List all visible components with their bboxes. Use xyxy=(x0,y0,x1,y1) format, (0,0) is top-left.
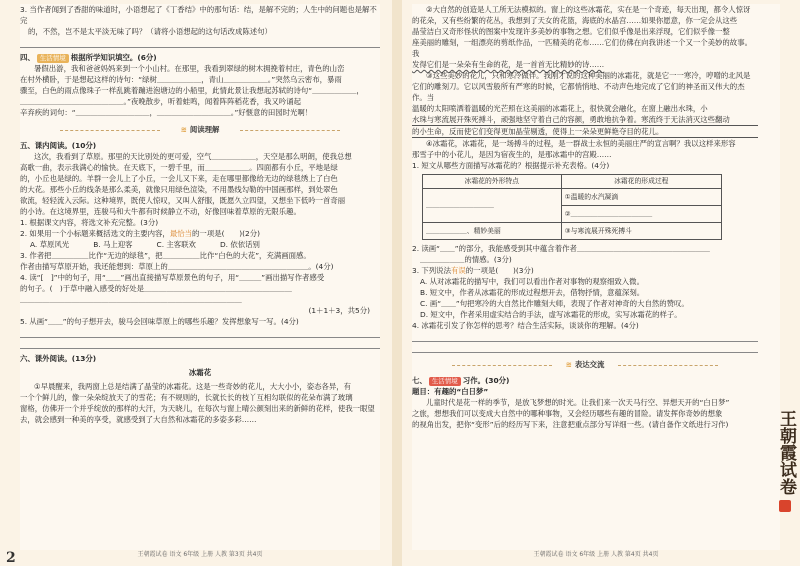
section7-heading xyxy=(412,375,758,386)
section7-num: 七、 xyxy=(412,376,427,385)
q3-option-c[interactable]: C. 画“＿＿”句把寒冷的大自然比作雕刻大师，表现了作者对神奇的大自然的赞叹。 xyxy=(420,299,689,308)
s5-text-2: 高歌一曲，表示我满心的愉快。在天底下，一碧千里，而＿＿＿＿＿＿。四面都有小丘，平地是绿 xyxy=(20,163,338,172)
left-page xyxy=(6,4,380,566)
table-header-1: 冰霜花的外形特点 xyxy=(423,175,562,189)
s5-text-4: 的大花。那些小丘的线条是那么柔美，就像只用绿色渲染，不用墨线勾勒的中国画那样，到处翠色 xyxy=(20,185,338,194)
section5-title: 五、课内阅读。(10分) xyxy=(20,141,97,150)
section7-tag: 生活情境 xyxy=(429,377,461,386)
brand-vertical-text: 王朝霞试卷 xyxy=(776,410,796,495)
q2a: 2. 读画“＿＿”的部分，我能感受到其中蕴含着作者＿＿＿＿＿＿＿＿＿＿＿＿＿＿＿＿＿＿ xyxy=(412,244,710,253)
answer-line[interactable] xyxy=(20,338,380,349)
right-footer: 王朝霞试卷 语文 6年级 上册 人教 第4页 共4页 xyxy=(533,551,659,558)
answer-line[interactable] xyxy=(412,331,758,342)
q3-option-b[interactable]: B. 短文中，作者从冰霜花的形成过程想开去，借物抒情，意蕴深刻。 xyxy=(420,288,645,297)
s4-text-3: 骤至，白色的雨点像珠子一样乱跳着蹦进泡塘边的小船里，此情此景让我想起苏轼的诗句“＿＿＿＿＿＿， xyxy=(20,86,364,95)
q3-c: 的一项是( )(3分) xyxy=(465,266,534,275)
banner-icon: ≋ xyxy=(565,360,572,369)
q3-option-a[interactable]: A. 从对冰霜花的描写中，我们可以看出作者对事物的观察细致入微。 xyxy=(420,277,644,286)
table-cell-shape-2[interactable]: ＿＿＿＿＿＿、精妙美丽 xyxy=(423,223,562,240)
s5-q2-a: 2. 如果用一个小标题来概括选文的主要内容， xyxy=(20,229,170,238)
p3-4: 水珠与寒流展开殊死搏斗，顽强地坚守着自己的容颜，勇敢地抗争着。寒流终于无法消灭这些翻动 xyxy=(412,114,758,126)
page-number: 2 xyxy=(6,550,16,566)
writing-banner-label: 表达交流 xyxy=(574,360,605,369)
writing-banner xyxy=(412,359,758,371)
s7-text-2: 之旅，想想我们可以变成大自然中的哪种事物，又会经历哪些有趣的冒险。请发挥你奇妙的想象 xyxy=(412,409,723,418)
s6-text-3: 窗格，仿佛开一个并乎绽放的那样的大汗，为天晓儿，在每次与窗上晴公颜刻出来的新鲜的花样，使我一眼望 xyxy=(20,404,375,413)
s4-text-4: ＿＿＿＿＿＿＿＿＿＿＿＿＿＿。”夜晚散步，听着蛙鸣，闻着阵阵稻花香，我又吟诵起 xyxy=(20,97,301,106)
s5-q5: 5. 从画“＿＿”的句子想开去，骏马会回味草原上的哪些乐趣？发挥想象写一写。(4分) xyxy=(20,317,299,326)
right-text-column xyxy=(412,4,758,430)
s5-q1: 1. 根据课文内容，将选文补充完整。(3分) xyxy=(20,218,159,227)
option-b[interactable]: B. 马上迎客 xyxy=(93,240,133,249)
p2-3: 晶莹洁白又奇形怪状的图案中发现许多美妙的事物之想。它们似乎像是出来浮现，它们似乎像一整 xyxy=(412,27,730,36)
s5-q3b: 作者由描写草原开始，我还能想到：草原上的＿＿＿＿＿＿＿＿＿＿＿＿＿＿＿＿＿＿＿。(4分) xyxy=(20,262,334,271)
p3-2: 它们的雕刻刀。它以风雪般所有严寒的时候，它都悄悄地、不动声色地完成了它们的神圣而又伟大的杰作。当 xyxy=(412,82,745,102)
p3-1: ③这些美妙的花儿，只和寒冷做伴。我刚才说的这种美丽的冰霜花，就是它一一寒冷，哼噌的北风是 xyxy=(426,71,751,80)
s4-text-1: 暑假出游，我和爸爸妈妈来到一个小山村。在那里，我看到翠绿的树木拥挽着村庄，青色的山峦 xyxy=(34,64,345,73)
q4: 4. 冰霜花引发了你怎样的思考？结合生活实际，谈谈你的理解。(4分) xyxy=(412,321,639,330)
right-page xyxy=(412,4,780,558)
s5-q2-c: 的一项是( )(2分) xyxy=(192,229,260,238)
essay-topic: 题目：有趣的“白日梦” xyxy=(412,387,489,396)
q3-emph: 有误 xyxy=(450,266,466,275)
s5-q4b: 的句子。( )于草中融入感受的好处是＿＿＿＿＿＿＿＿＿＿＿＿＿＿＿＿＿＿＿＿ xyxy=(20,284,292,293)
s5-text-1: 这次，我看到了草原。那里的天比别处的更可爱，空气＿＿＿＿＿＿，天空是那么明朗，使我总想 xyxy=(34,152,352,161)
p4-1: ④冰霜花，冰霜花，是一场搏斗的过程，是一群战士永恒的美丽庄严的宣言啊？我以这样来形容 xyxy=(426,139,736,148)
p2-1: ②大自然的创造是人工所无法模拟的。窗上的这些冰霜花，实在是一个奇迹，每天出现，都令人惊讶 xyxy=(426,5,751,14)
shape-table xyxy=(422,174,722,240)
s4-text-5: 辛弃疾的词句：“＿＿＿＿＿＿＿＿＿＿，＿＿＿＿＿＿＿＿＿＿。”好惬意的田园时光啊！ xyxy=(20,108,313,117)
p4-2: 那雪子中的小花儿，是因为宿夜生的，是那冰霜中的宫殿…… xyxy=(412,150,612,159)
s5-q2-options xyxy=(20,239,380,250)
brand-vertical-title xyxy=(774,410,796,519)
option-d[interactable]: D. 依依话别 xyxy=(219,240,260,249)
s5-text-5: 欲流，轻轻流入云际。这种境界，既使人惊叹，又叫人舒服，既愿久立四望，又想坐下低吟一首奇丽 xyxy=(20,196,346,205)
s7-text-3: 的视角出发，把你“变形”后的经历写下来，注意把重点部分写详细一些。(请自备作文纸进行习作) xyxy=(412,420,729,429)
s5-q4c: ＿＿＿＿＿＿＿＿＿＿＿＿＿＿＿＿＿＿＿＿＿＿＿＿＿＿＿＿＿＿ xyxy=(20,295,242,304)
section4-tag: 生活情境 xyxy=(37,54,69,63)
q3-option-d[interactable]: D. 短文中，作者采用虚实结合的手法，虚写冰霜花的形成，实写冰霜花的样子。 xyxy=(420,310,682,319)
s6-text-2: 一个个鲜儿的，像一朵朵绽放天了的雪花；有不规则的，长就长长的枝丫互相勾联似的花朵布满了玻璃 xyxy=(20,393,353,402)
table-cell-shape-1[interactable]: ＿＿＿＿＿＿＿＿＿＿ xyxy=(423,189,562,223)
q3 xyxy=(412,265,758,276)
s5-text-6: 的小诗。在这境界里，连骏马和大牛都有时候静立不动，好像回味着草原的无限乐趣。 xyxy=(20,207,301,216)
answer-line[interactable] xyxy=(412,342,758,353)
answer-line[interactable] xyxy=(20,327,380,338)
table-cell-process-2[interactable]: ②＿＿＿＿＿＿＿＿＿＿＿＿ xyxy=(561,206,721,223)
table-header-2: 冰霜花的形成过程 xyxy=(561,175,721,189)
s5-q4-score: (1＋1＋3，共5分) xyxy=(308,306,370,315)
p3-3: 温暖的太阳喷洒着温暖的光芒照在这美丽的冰霜花上，很快就会融化，在窗上融出水珠，小 xyxy=(412,104,708,113)
reading-banner-label: 阅读理解 xyxy=(189,125,220,134)
s4-text-2: 在村外横卧，于是想起这样的诗句：“绿树＿＿＿＿＿＿，青山＿＿＿＿＿＿。”突然乌云密布，暴雨 xyxy=(20,75,342,84)
s5-q2-emph: 最恰当 xyxy=(169,229,193,238)
option-c[interactable]: C. 主客联欢 xyxy=(156,240,196,249)
s6-text-4: 去，就会感到一种美的享受，就感受到了大自然和冰霜花的多姿多彩…… xyxy=(20,415,257,424)
left-footer: 王朝霞试卷 语文 6年级 上册 人教 第3页 共4页 xyxy=(137,551,263,558)
q3-line2: 的，不然，岂不是太平淡无味了吗？（请将小语想起的这句话改成陈述句） xyxy=(28,27,272,36)
s7-text-1: 儿童时代是花一样的季节，是放飞梦想的时光。让我们来一次天马行空、异想天开的“白日梦” xyxy=(426,398,730,407)
q2b: ＿＿＿＿＿＿的情感。(3分) xyxy=(420,255,512,264)
reading-banner xyxy=(20,124,380,136)
seal-icon xyxy=(779,500,791,512)
q3-line1: 3. 当作者闻到了香甜的味道时，小语想起了《丁香结》中的那句话：结，是解不完的；人生中的问题也是解不完 xyxy=(20,5,377,25)
q1: 1. 短文从哪些方面描写冰霜花的？根据提示补充表格。(4分) xyxy=(412,161,610,170)
section7-title: 习作。(30分) xyxy=(462,376,510,385)
s5-q3a: 3. 作者把＿＿＿＿＿比作“无边的绿毯”，把＿＿＿＿＿比作“白色的大花”，充满画面感。 xyxy=(20,251,311,260)
q3-a: 3. 下列说法 xyxy=(412,266,451,275)
section6-title: 六、课外阅读。(13分) xyxy=(20,354,97,363)
page-fold xyxy=(392,0,402,566)
s5-text-3: 的，小丘也是绿的。羊群一会儿上了小丘，一会儿又下来，走在哪里都像给无边的绿毯绣上了白色 xyxy=(20,174,338,183)
s5-q4a: 4. 读“[ ]”中的句子，用“＿＿”画出直接描写草原景色的句子，用“＿＿＿”画出描写作者感受 xyxy=(20,273,325,282)
section4-heading xyxy=(20,52,380,63)
p2-5: 发得它们是一朵朵有生命的花，是一首首无比精妙的诗…… xyxy=(412,60,605,69)
answer-line[interactable] xyxy=(20,37,380,48)
s6-text-1: ①早晨醒来，我两窗上总是结满了晶莹的冰霜花。这是一些奇妙的花儿，大大小小，姿态各异，有 xyxy=(34,382,352,391)
section4-title: 根据所学知识填空。(6分) xyxy=(70,53,157,62)
p2-2: 的花朵，又有些纷繁的花丛，我想到了天女的花篮，海底的水晶宫……如果你愿意，你一定会从这些 xyxy=(412,16,738,25)
p3-5: 的小生命，反而使它们变得更加晶莹剔透，使得上一朵朵更鲜艳夺目的花儿。 xyxy=(412,126,758,138)
s5-q2 xyxy=(20,228,380,239)
table-cell-process-3: ③与寒流展开殊死搏斗 xyxy=(561,223,721,240)
table-cell-process-1: ①温暖的水汽凝滴 xyxy=(561,189,721,206)
story-title: 冰霜花 xyxy=(188,368,212,377)
option-a[interactable]: A. 草原风光 xyxy=(30,240,70,249)
section4-num: 四、 xyxy=(20,53,35,62)
banner-icon: ≋ xyxy=(180,125,187,134)
p2-4: 座美丽的雕刻，一组漂亮的剪纸作品，一匹精美的花布……它们仿佛在向我讲述一个又一个美妙的故事。我 xyxy=(412,38,752,58)
